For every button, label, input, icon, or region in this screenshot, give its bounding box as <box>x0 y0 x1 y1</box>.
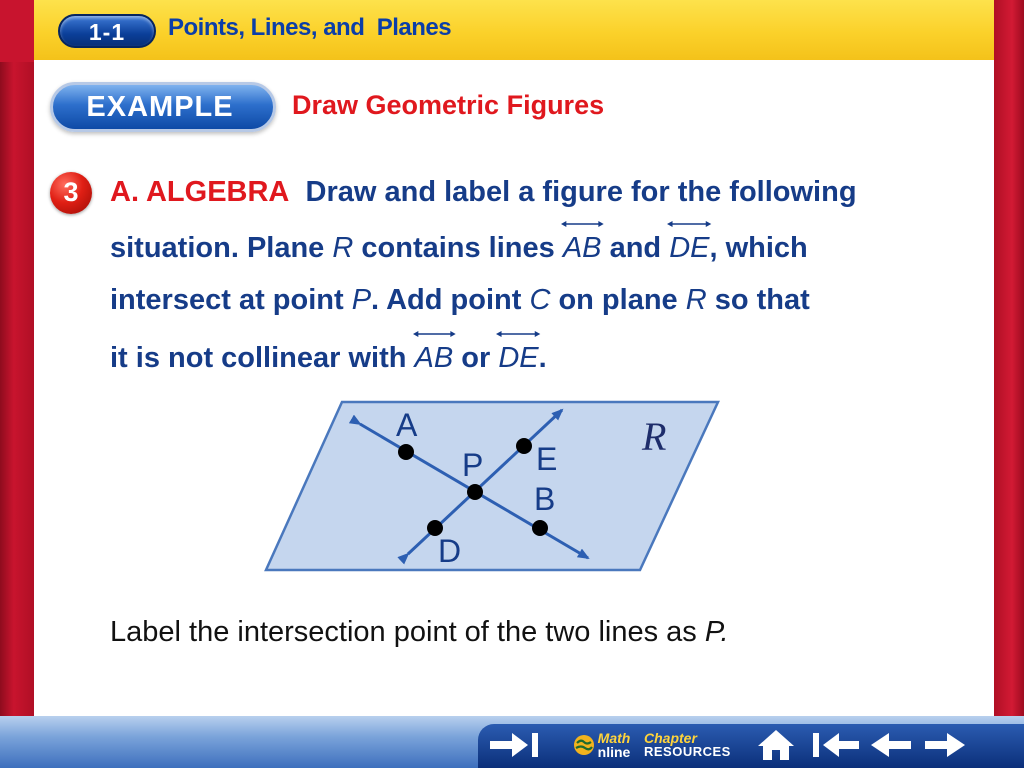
problem-line-4 <box>110 342 547 375</box>
line-arrow-icon <box>667 219 711 229</box>
line-ab-notation <box>563 232 602 265</box>
example-number: 3 <box>63 177 79 207</box>
chapter-label: Chapter <box>644 730 697 746</box>
plane-name: R <box>685 284 707 316</box>
line-ab-notation <box>415 342 454 375</box>
previous-slide-icon <box>869 729 913 761</box>
end-show-icon <box>486 729 546 761</box>
point-a <box>398 444 414 460</box>
answer-text <box>110 616 729 649</box>
lesson-number-badge <box>58 14 156 48</box>
example-title: Draw Geometric Figures <box>292 90 605 120</box>
math-online-label-group <box>598 731 631 759</box>
online-label: nline <box>597 744 631 760</box>
label-a: A <box>396 407 418 443</box>
problem-line-2 <box>110 232 808 265</box>
problem-text: . <box>538 342 547 374</box>
problem-text: or <box>453 342 499 374</box>
point-b <box>532 520 548 536</box>
next-slide-button[interactable] <box>920 726 970 764</box>
line-ab-label: AB <box>562 232 602 264</box>
line-de-label: DE <box>669 232 710 264</box>
line-arrow-icon <box>413 329 456 339</box>
lesson-title: Points, Lines, and Planes <box>168 14 452 41</box>
plane-figure <box>262 398 722 576</box>
answer-point: P. <box>704 616 729 648</box>
line-arrow-icon <box>561 219 604 229</box>
problem-text: Draw and label a figure for the following <box>305 176 857 208</box>
example-number-badge <box>50 172 92 214</box>
label-b: B <box>534 481 556 517</box>
line-de-label: DE <box>498 342 539 374</box>
point-e <box>516 438 532 454</box>
right-frame <box>994 0 1024 768</box>
problem-line-3 <box>110 284 810 317</box>
label-plane-r: R <box>642 414 667 459</box>
problem-text: . Add point <box>371 284 530 316</box>
resources-label: RESOURCES <box>644 744 731 759</box>
line-ab-label: AB <box>414 342 454 374</box>
point-name: P <box>351 284 372 316</box>
chapter-resources-button[interactable] <box>644 726 742 764</box>
problem-text: and <box>601 232 670 264</box>
home-button[interactable] <box>752 726 800 764</box>
label-d: D <box>438 533 462 569</box>
example-badge <box>50 82 276 132</box>
plane-name: R <box>332 232 354 264</box>
previous-slide-button[interactable] <box>866 726 916 764</box>
home-icon <box>756 728 796 762</box>
end-show-button[interactable] <box>480 726 552 764</box>
lesson-header <box>34 0 994 60</box>
problem-text: situation. Plane <box>110 232 333 264</box>
math-label: Math <box>597 730 631 746</box>
point-name: C <box>529 284 551 316</box>
lesson-number: 1-1 <box>88 19 126 45</box>
line-arrow-icon <box>496 329 540 339</box>
part-label: A. ALGEBRA <box>110 176 290 208</box>
point-p <box>467 484 483 500</box>
example-label: EXAMPLE <box>86 91 234 123</box>
left-frame <box>0 0 34 768</box>
first-slide-button[interactable] <box>808 726 862 764</box>
math-online-button[interactable] <box>562 726 640 764</box>
label-p: P <box>462 447 484 483</box>
problem-text: intersect at point <box>110 284 352 316</box>
problem-text: it is not collinear with <box>110 342 415 374</box>
line-de-notation <box>498 342 538 375</box>
problem-text: , which <box>709 232 808 264</box>
math-online-icon <box>572 733 596 757</box>
problem-line-1 <box>110 176 857 209</box>
answer-text-main: Label the intersection point of the two lines as <box>110 616 705 648</box>
problem-text: contains lines <box>353 232 563 264</box>
problem-text: so that <box>706 284 810 316</box>
line-de-notation <box>669 232 709 265</box>
first-slide-icon <box>809 729 861 761</box>
next-slide-icon <box>923 729 967 761</box>
problem-text: on plane <box>550 284 686 316</box>
label-e: E <box>536 441 558 477</box>
